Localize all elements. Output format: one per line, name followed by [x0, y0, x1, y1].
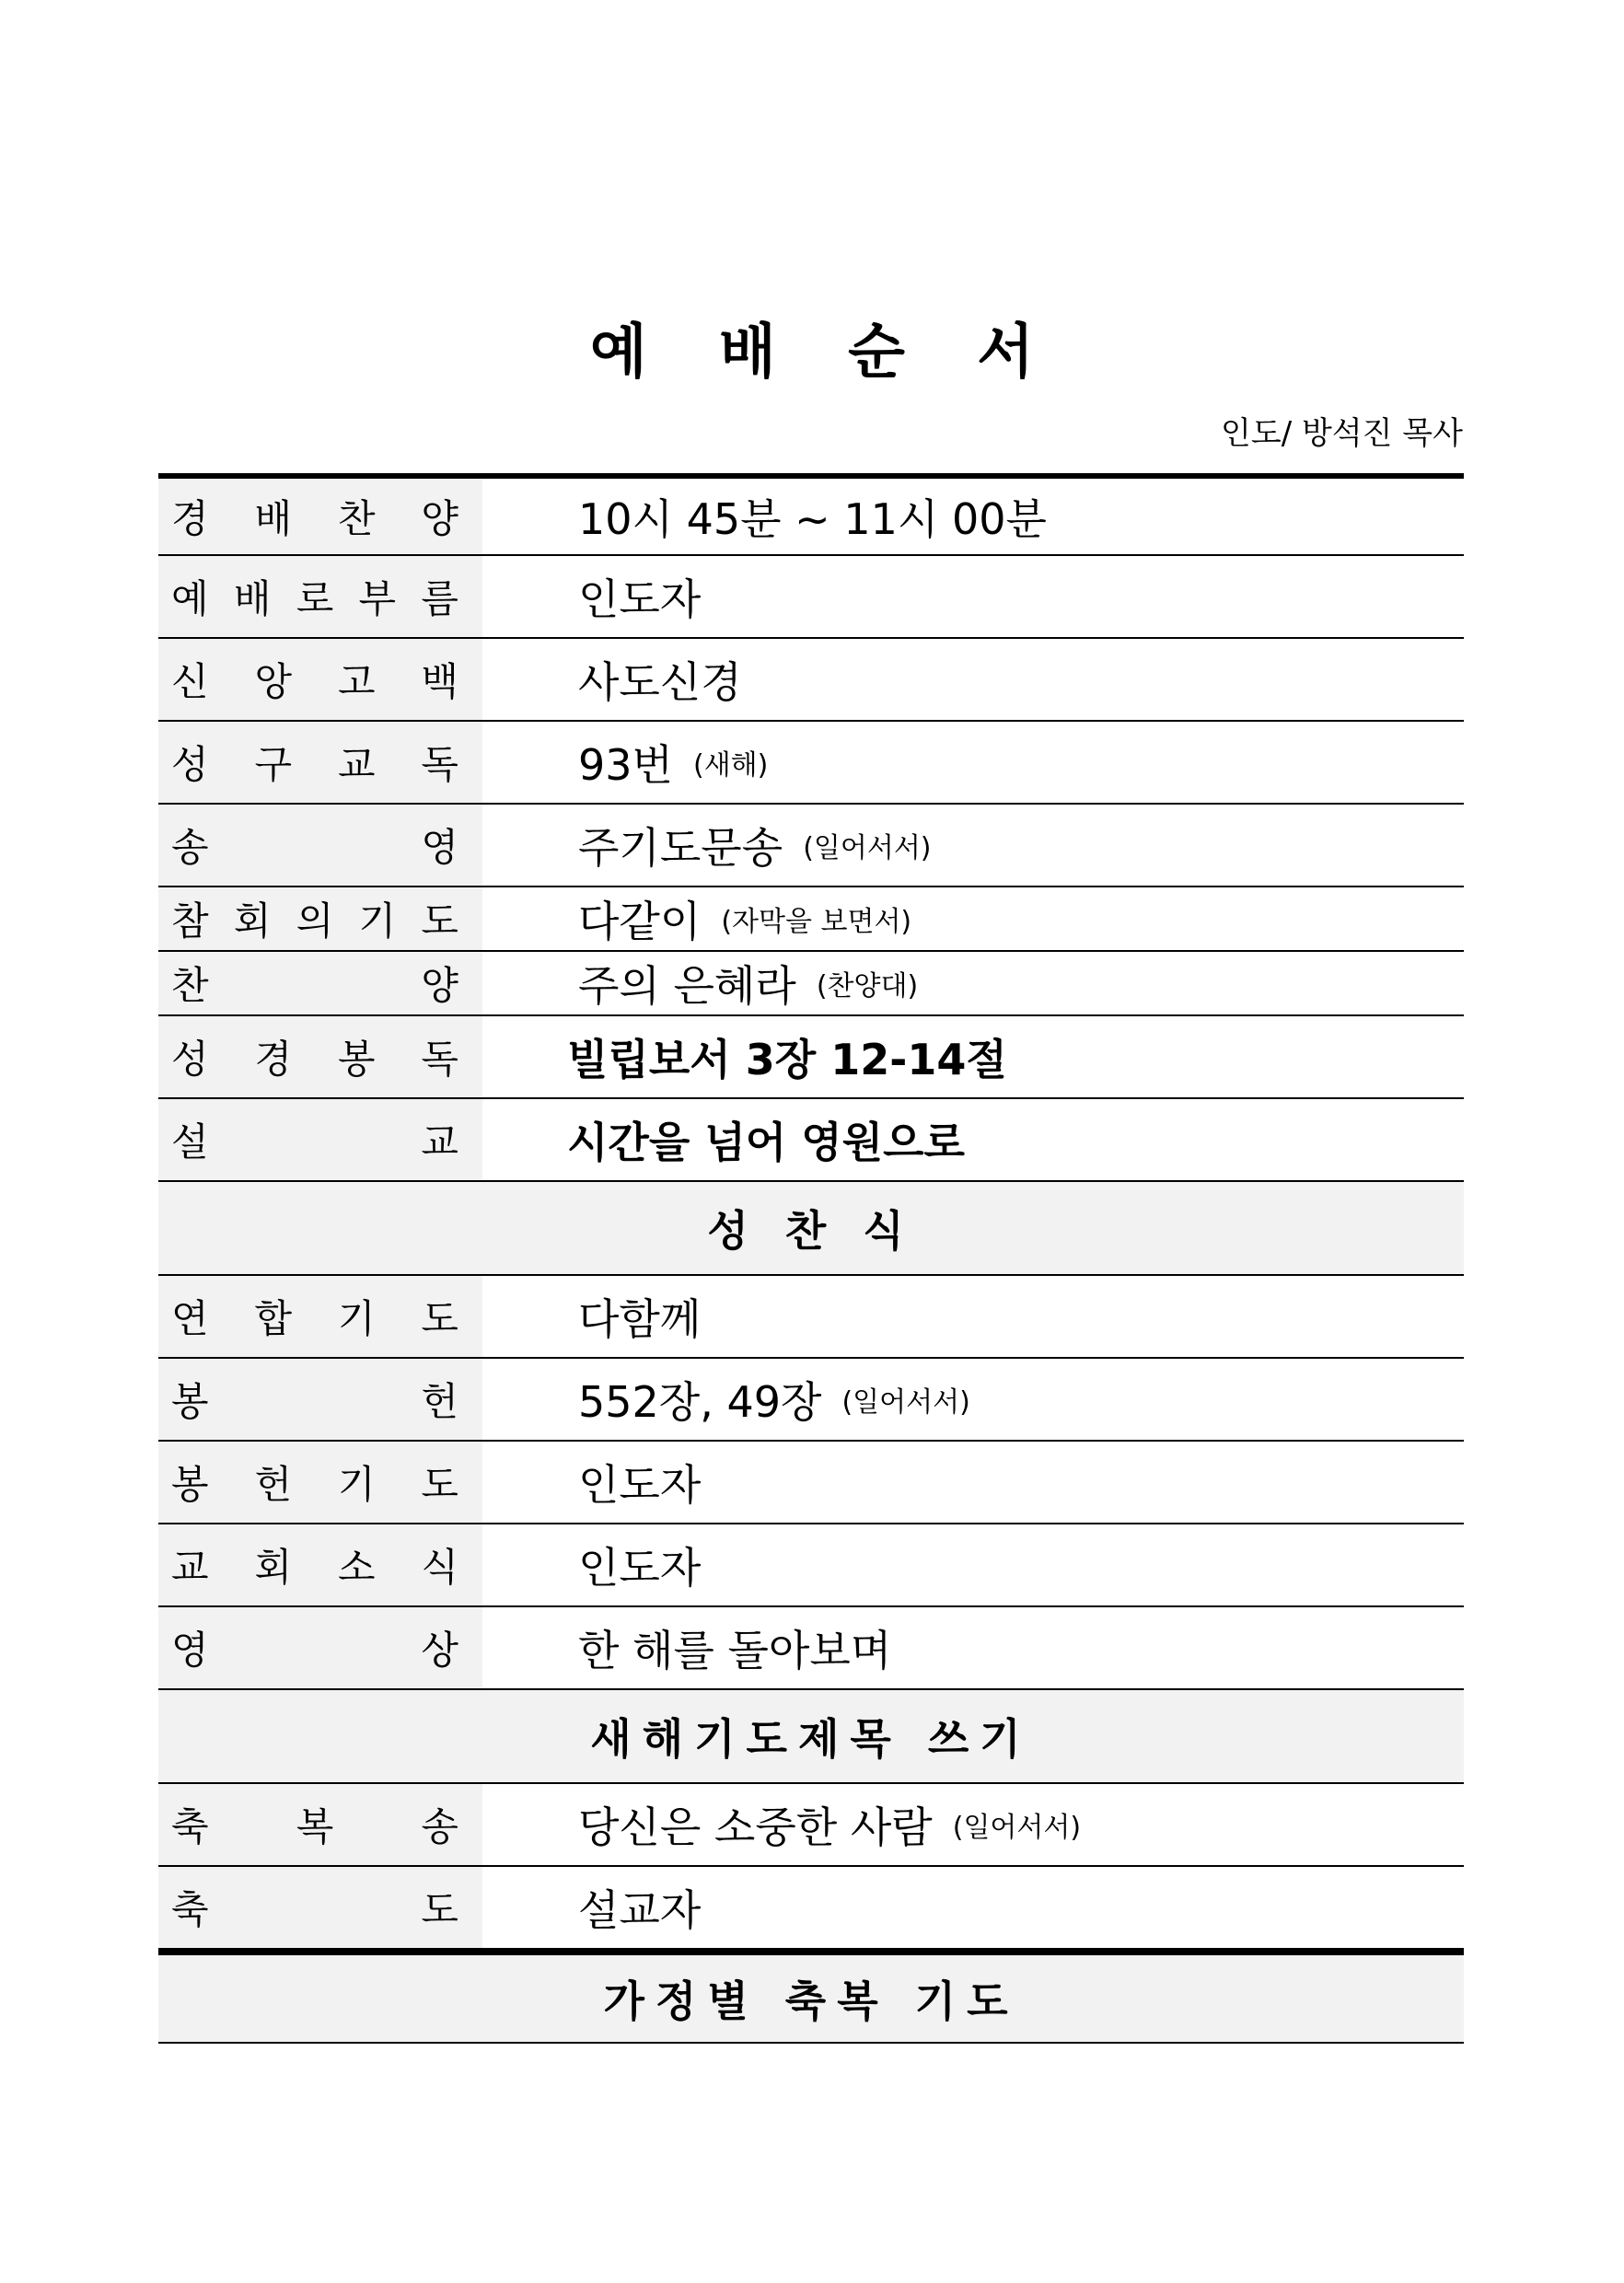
label-char: 성: [171, 1037, 209, 1082]
label-char: 봉: [337, 1037, 376, 1082]
item-label: [158, 1442, 482, 1523]
item-value: 93번: [578, 740, 673, 790]
label-char: 성: [171, 742, 209, 787]
item-label: [158, 1607, 482, 1688]
label-char: 독: [421, 742, 458, 787]
order-row: [158, 1099, 1464, 1182]
label-char: 상: [421, 1628, 458, 1673]
item-value-cell: [482, 1359, 1464, 1440]
label-char: 름: [421, 576, 458, 621]
label-char: 기: [358, 898, 397, 944]
service-leader: 인도/ 방석진 목사: [1221, 415, 1463, 452]
order-row: [158, 952, 1464, 1016]
order-row: [158, 722, 1464, 805]
label-char: 구: [254, 742, 293, 787]
label-char: 예: [171, 576, 209, 621]
item-value: 사도신경: [578, 657, 742, 707]
item-label: [158, 1016, 482, 1097]
item-label: [158, 639, 482, 720]
item-value: 다같이: [578, 897, 702, 946]
item-value: 시간을 넘어 영원으로: [567, 1118, 965, 1167]
item-value-cell: [482, 479, 1464, 554]
item-note: (자막을 보면서): [721, 906, 912, 938]
label-char: 참: [171, 898, 209, 944]
label-char: 경: [254, 1037, 293, 1082]
order-row: [158, 1359, 1464, 1442]
label-char: 교: [421, 1119, 458, 1165]
item-value: 인도자: [578, 1460, 702, 1510]
label-char: 송: [421, 1804, 458, 1849]
label-char: 복: [296, 1804, 334, 1849]
item-label: [158, 1359, 482, 1440]
item-value-cell: [482, 1016, 1464, 1097]
order-row: [158, 473, 1464, 556]
item-label: [158, 1099, 482, 1180]
label-char: 연: [171, 1296, 209, 1341]
label-char: 도: [421, 1887, 458, 1932]
label-char: 회: [254, 1545, 293, 1590]
label-char: 찬: [337, 496, 376, 541]
label-char: 경: [171, 496, 209, 541]
order-row: [158, 556, 1464, 639]
item-label: [158, 952, 482, 1014]
label-char: 앙: [254, 659, 293, 704]
label-char: 의: [296, 898, 334, 944]
order-of-service-table: [158, 473, 1464, 2044]
label-char: 교: [337, 742, 376, 787]
order-row: [158, 1016, 1464, 1099]
label-char: 도: [421, 898, 458, 944]
item-value: 인도자: [578, 574, 702, 624]
label-char: 소: [337, 1545, 376, 1590]
item-value: 10시 45분 ~ 11시 00분: [578, 494, 1047, 544]
item-label: [158, 479, 482, 554]
label-char: 배: [233, 576, 272, 621]
label-char: 독: [421, 1037, 458, 1082]
item-note: (일어서서): [952, 1812, 1082, 1844]
item-value-cell: [482, 639, 1464, 720]
label-char: 고: [337, 659, 376, 704]
item-label: [158, 1784, 482, 1865]
label-char: 도: [421, 1462, 458, 1507]
section-header: [158, 1690, 1464, 1784]
item-value-cell: [482, 1607, 1464, 1688]
item-value-cell: [482, 1784, 1464, 1865]
item-label: [158, 1524, 482, 1605]
order-row: [158, 887, 1464, 952]
label-char: 부: [358, 576, 397, 621]
label-char: 설: [171, 1119, 209, 1165]
label-char: 교: [171, 1545, 209, 1590]
label-char: 헌: [254, 1462, 293, 1507]
item-label: [158, 556, 482, 637]
item-value-cell: [482, 1276, 1464, 1357]
item-value-cell: [482, 1099, 1464, 1180]
label-char: 봉: [171, 1462, 209, 1507]
label-char: 축: [171, 1804, 209, 1849]
item-value-cell: [482, 952, 1464, 1014]
item-value: 552장, 49장: [578, 1377, 822, 1427]
label-char: 회: [233, 898, 272, 944]
section-title: 새해기도제목 쓰기: [590, 1714, 1032, 1764]
item-value: 인도자: [578, 1543, 702, 1593]
label-char: 영: [171, 1628, 209, 1673]
item-label: [158, 1867, 482, 1948]
item-value-cell: [482, 722, 1464, 803]
item-note: (새해): [692, 749, 769, 782]
item-label: [158, 887, 482, 950]
item-note: (일어서서): [803, 832, 932, 864]
section-header: [158, 1182, 1464, 1276]
order-row: [158, 1276, 1464, 1359]
label-char: 로: [296, 576, 334, 621]
item-value-cell: [482, 1867, 1464, 1948]
order-row: [158, 1784, 1464, 1867]
item-value: 한 해를 돌아보며: [578, 1626, 892, 1675]
section-title: 가정별 축복 기도: [603, 1976, 1019, 2026]
item-note: (찬양대): [816, 970, 919, 1002]
item-value-cell: [482, 556, 1464, 637]
label-char: 기: [337, 1462, 376, 1507]
item-label: [158, 805, 482, 886]
order-row: [158, 1867, 1464, 1950]
label-char: 기: [337, 1296, 376, 1341]
item-value-cell: [482, 805, 1464, 886]
item-value: 설교자: [578, 1885, 702, 1935]
label-char: 식: [421, 1545, 458, 1590]
label-char: 양: [421, 963, 458, 1008]
item-value: 주기도문송: [578, 823, 783, 873]
item-label: [158, 1276, 482, 1357]
order-row: [158, 805, 1464, 887]
label-char: 백: [421, 659, 458, 704]
item-note: (일어서서): [841, 1386, 970, 1419]
order-row: [158, 1442, 1464, 1524]
item-value-cell: [482, 887, 1464, 950]
label-char: 배: [254, 496, 293, 541]
label-char: 송: [171, 825, 209, 870]
item-value-cell: [482, 1442, 1464, 1523]
label-char: 봉: [171, 1379, 209, 1424]
order-row: [158, 1524, 1464, 1607]
label-char: 축: [171, 1887, 209, 1932]
label-char: 찬: [171, 963, 209, 1008]
order-row: [158, 1607, 1464, 1690]
label-char: 도: [421, 1296, 458, 1341]
item-value: 다함께: [578, 1294, 702, 1344]
label-char: 신: [171, 659, 209, 704]
section-header: [158, 1950, 1464, 2044]
item-value: 빌립보서 3장 12-14절: [567, 1035, 1007, 1084]
section-title: 성 찬 식: [707, 1206, 915, 1256]
label-char: 양: [421, 496, 458, 541]
item-value-cell: [482, 1524, 1464, 1605]
label-char: 합: [254, 1296, 293, 1341]
item-label: [158, 722, 482, 803]
label-char: 영: [421, 825, 458, 870]
order-row: [158, 639, 1464, 722]
item-value: 당신은 소중한 사람: [578, 1802, 933, 1852]
label-char: 헌: [421, 1379, 458, 1424]
item-value: 주의 은혜라: [578, 961, 796, 1011]
page-title: 예 배 순 서: [589, 319, 1061, 387]
